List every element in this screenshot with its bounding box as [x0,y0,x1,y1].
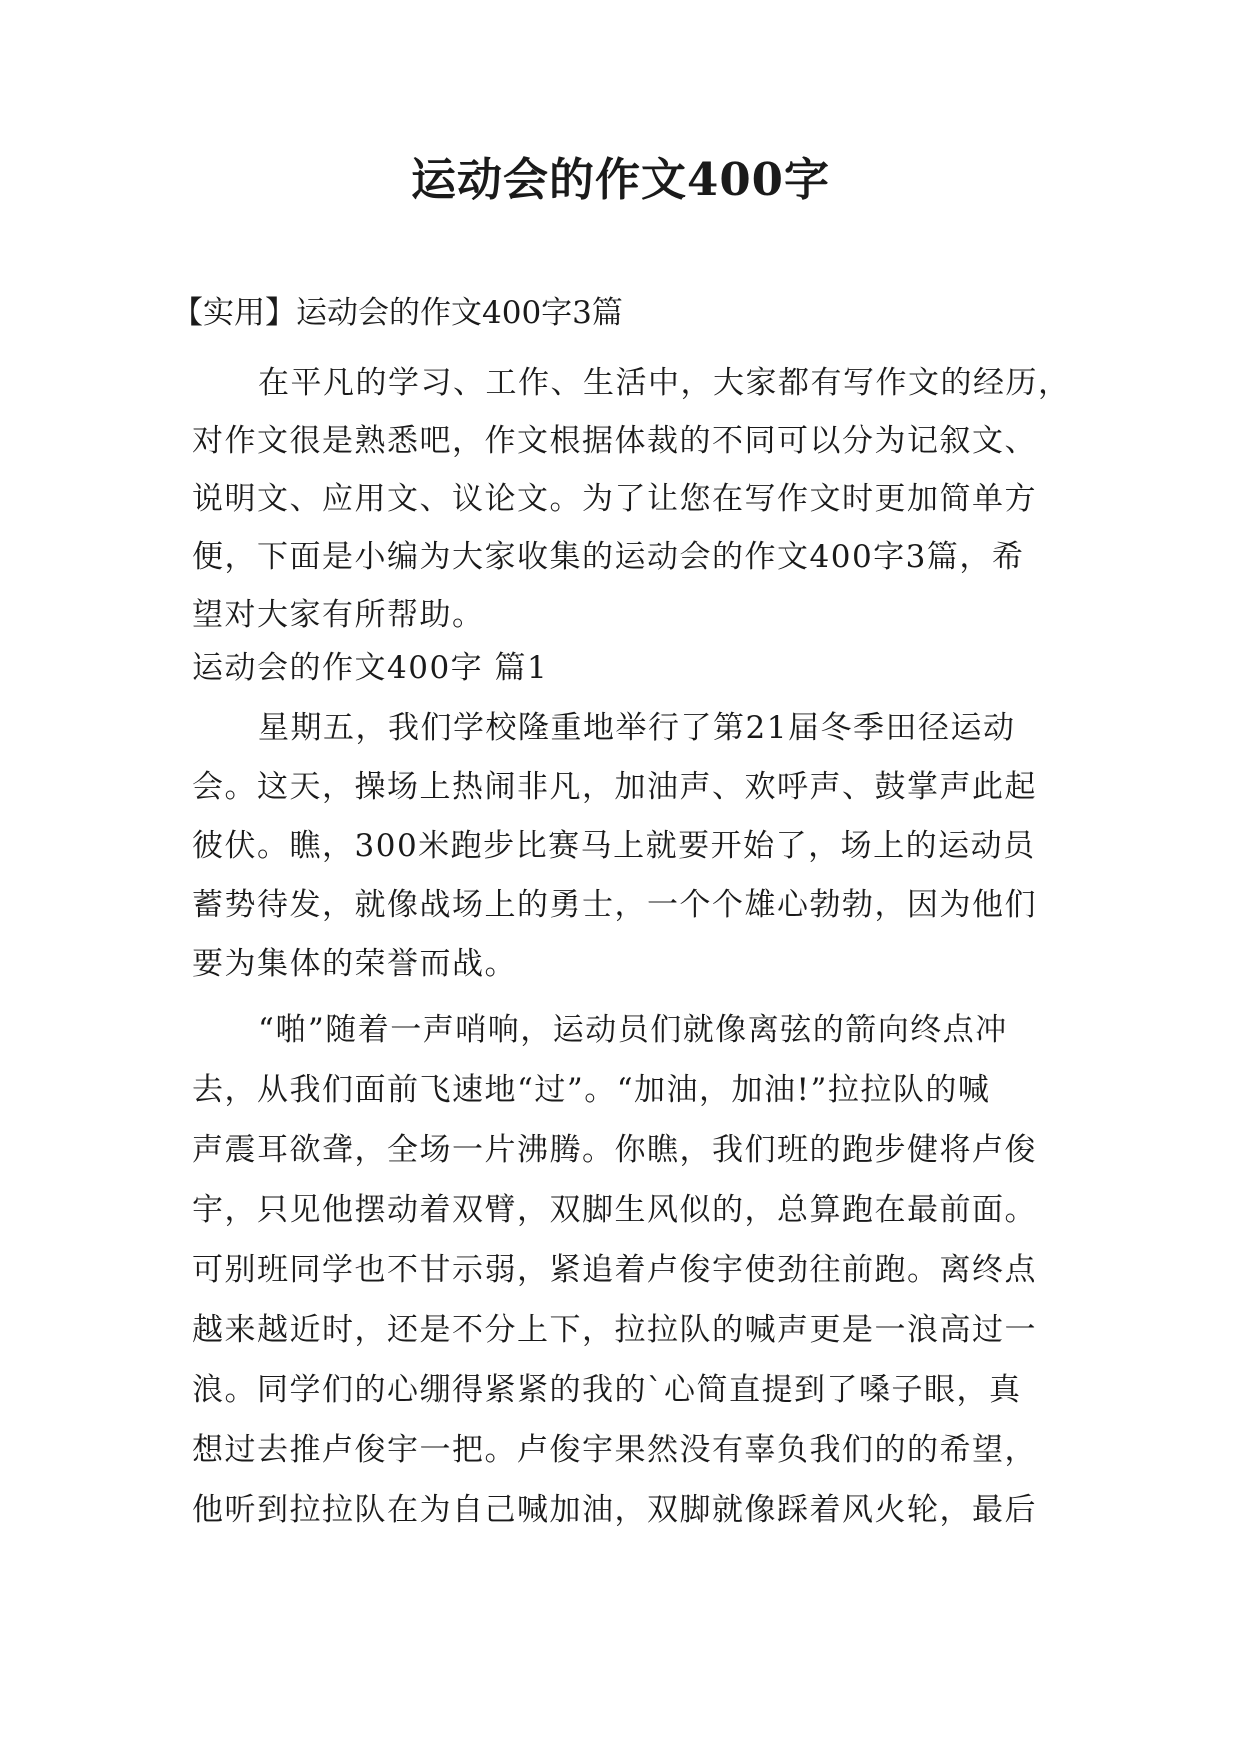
paragraph-line: 要为集体的荣誉而战。 [192,946,517,982]
paragraph-line: 他听到拉拉队在为自己喊加油，双脚就像踩着风火轮，最后 [192,1492,1037,1528]
paragraph-line: 星期五，我们学校隆重地举行了第21届冬季田径运动 [258,710,1016,746]
paragraph-line: 去，从我们面前飞速地“过”。“加油，加油!”拉拉队的喊 [192,1072,991,1108]
intro-line: 望对大家有所帮助。 [192,597,485,633]
intro-line: 说明文、应用文、议论文。为了让您在写作文时更加简单方 [192,481,1037,517]
section-heading: 运动会的作文400字 篇1 [192,650,549,686]
document-subtitle: 【实用】运动会的作文400字3篇 [172,295,623,331]
paragraph-line: 彼伏。瞧，300米跑步比赛马上就要开始了，场上的运动员 [192,828,1036,864]
paragraph-line: 宇，只见他摆动着双臂，双脚生风似的，总算跑在最前面。 [192,1192,1037,1228]
intro-line: 对作文很是熟悉吧，作文根据体裁的不同可以分为记叙文、 [192,423,1037,459]
paragraph-line: 想过去推卢俊宇一把。卢俊宇果然没有辜负我们的的希望， [192,1432,1037,1468]
document-title: 运动会的作文400字 [411,153,830,206]
paragraph-line: “啪”随着一声哨响，运动员们就像离弦的箭向终点冲 [258,1012,1008,1048]
intro-line: 在平凡的学习、工作、生活中，大家都有写作文的经历， [258,365,1071,401]
paragraph-line: 浪。同学们的心绷得紧紧的我的`心简直提到了嗓子眼，真 [192,1372,1022,1408]
paragraph-line: 蓄势待发，就像战场上的勇士，一个个雄心勃勃，因为他们 [192,887,1037,923]
paragraph-line: 会。这天，操场上热闹非凡，加油声、欢呼声、鼓掌声此起 [192,769,1037,805]
intro-line: 便，下面是小编为大家收集的运动会的作文400字3篇，希 [192,539,1025,575]
paragraph-line: 声震耳欲聋，全场一片沸腾。你瞧，我们班的跑步健将卢俊 [192,1132,1037,1168]
paragraph-line: 越来越近时，还是不分上下，拉拉队的喊声更是一浪高过一 [192,1312,1037,1348]
paragraph-line: 可别班同学也不甘示弱，紧追着卢俊宇使劲往前跑。离终点 [192,1252,1037,1288]
